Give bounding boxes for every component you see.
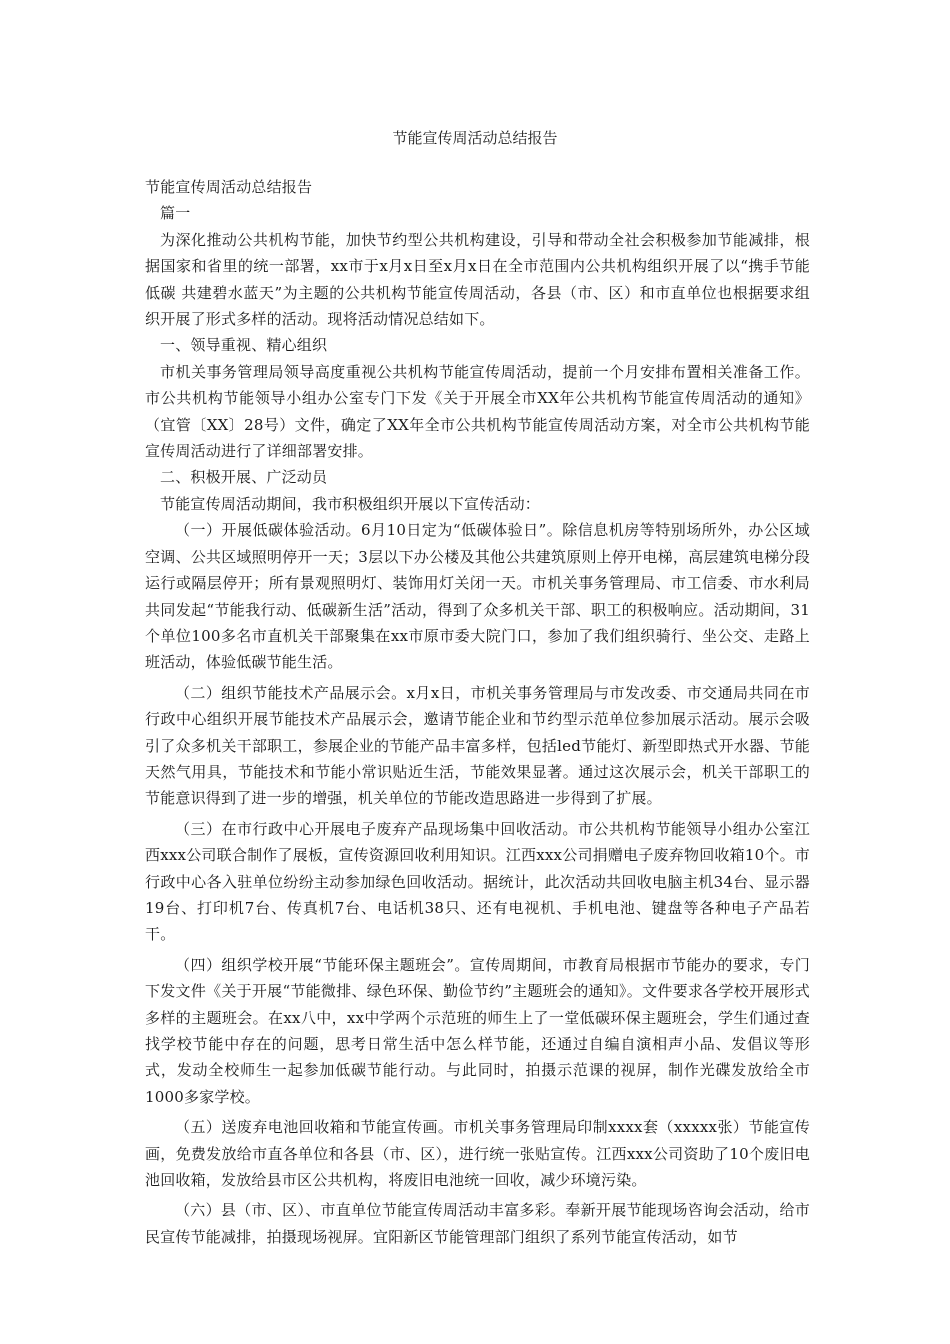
paragraph: （六）县（市、区）、市直单位节能宣传周活动丰富多彩。奉新开展节能现场咨询会活动，给市民宣传节能减排，拍摄现场视屏。宜阳新区节能管理部门组织了系列节能宣传活动，如节 (145, 1201, 810, 1246)
paragraph: （三）在市行政中心开展电子废弃产品现场集中回收活动。市公共机构节能领导小组办公室江西xxx公司联合制作了展板，宣传资源回收利用知识。江西xxx公司捐赠电子废弃物回收箱10个。市行政中心各入驻单位纷纷主动参加绿色回收活动。据统计，此次活动共回收电脑主机34台、显示器19台、打印机7台、传真机7台、电话机38只、还有电视机、手机电池、键盘等各种电子产品若干。 (145, 819, 810, 944)
section-heading: 二、积极开展、广泛动员 (160, 468, 328, 487)
section-heading: 一、领导重视、精心组织 (160, 336, 328, 355)
part-label: 篇一 (160, 204, 191, 223)
paragraph: （四）组织学校开展“节能环保主题班会”。宣传周期间，市教育局根据市节能办的要求，专门下发文件《关于开展“节能微排、绿色环保、勤俭节约”主题班会的通知》。文件要求各学校开展形式多样的主题班会。在xx八中，xx中学两个示范班的师生上了一堂低碳环保主题班会，学生们通过查找学校节能中存在的问题，思考日常生活中怎么样节能，还通过自编自演相声小品、发倡议等形式，发动全校师生一起参加低碳节能行动。与此同时，拍摄示范课的视屏，制作光碟发放给全市1000多家学校。 (145, 955, 810, 1106)
document-title: 节能宣传周活动总结报告 (392, 129, 558, 147)
document-body (145, 174, 810, 1250)
document-subtitle: 节能宣传周活动总结报告 (145, 178, 313, 196)
paragraph: 为深化推动公共机构节能，加快节约型公共机构建设，引导和带动全社会积极参加节能减排，根据国家和省里的统一部署，xx市于x月x日至x月x日在全市范围内公共机构组织开展了以“携手节能低碳 共建碧水蓝天”为主题的公共机构节能宣传周活动，各县（市、区）和市直单位也根据要求组织开展了形式多样的活动。现将活动情况总结如下。 (145, 230, 810, 329)
paragraph: （五）送废弃电池回收箱和节能宣传画。市机关事务管理局印制xxxx套（xxxxx张）节能宣传画，免费发放给市直各单位和各县（市、区），进行统一张贴宣传。江西xxx公司资助了10个废旧电池回收箱，发放给县市区公共机构，将废旧电池统一回收，减少环境污染。 (145, 1118, 810, 1190)
paragraph: （二）组织节能技术产品展示会。x月x日，市机关事务管理局与市发改委、市交通局共同在市行政中心组织开展节能技术产品展示会，邀请节能企业和节约型示范单位参加展示活动。展示会吸引了众多机关干部职工，参展企业的节能产品丰富多样，包括led节能灯、新型即热式开水器、节能天然气用具，节能技术和节能小常识贴近生活，节能效果显著。通过这次展示会，机关干部职工的节能意识得到了进一步的增强，机关单位的节能改造思路进一步得到了扩展。 (145, 683, 810, 808)
paragraph: （一）开展低碳体验活动。6月10日定为“低碳体验日”。除信息机房等特别场所外，办公区域空调、公共区域照明停开一天；3层以下办公楼及其他公共建筑原则上停开电梯，高层建筑电梯分段运行或隔层停开；所有景观照明灯、装饰用灯关闭一天。市机关事务管理局、市工信委、市水利局共同发起“节能我行动、低碳新生活”活动，得到了众多机关干部、职工的积极响应。活动期间，31个单位100多名市直机关干部聚集在xx市原市委大院门口，参加了我们组织骑行、坐公交、走路上班活动，体验低碳节能生活。 (145, 521, 810, 672)
paragraph: 节能宣传周活动期间，我市积极组织开展以下宣传活动： (160, 494, 541, 513)
paragraph: 市机关事务管理局领导高度重视公共机构节能宣传周活动，提前一个月安排布置相关准备工作。市公共机构节能领导小组办公室专门下发《关于开展全市XX年公共机构节能宣传周活动的通知》（宜管〔XX〕28号）文件，确定了XX年全市公共机构节能宣传周活动方案，对全市公共机构节能宣传周活动进行了详细部署安排。 (145, 362, 810, 461)
